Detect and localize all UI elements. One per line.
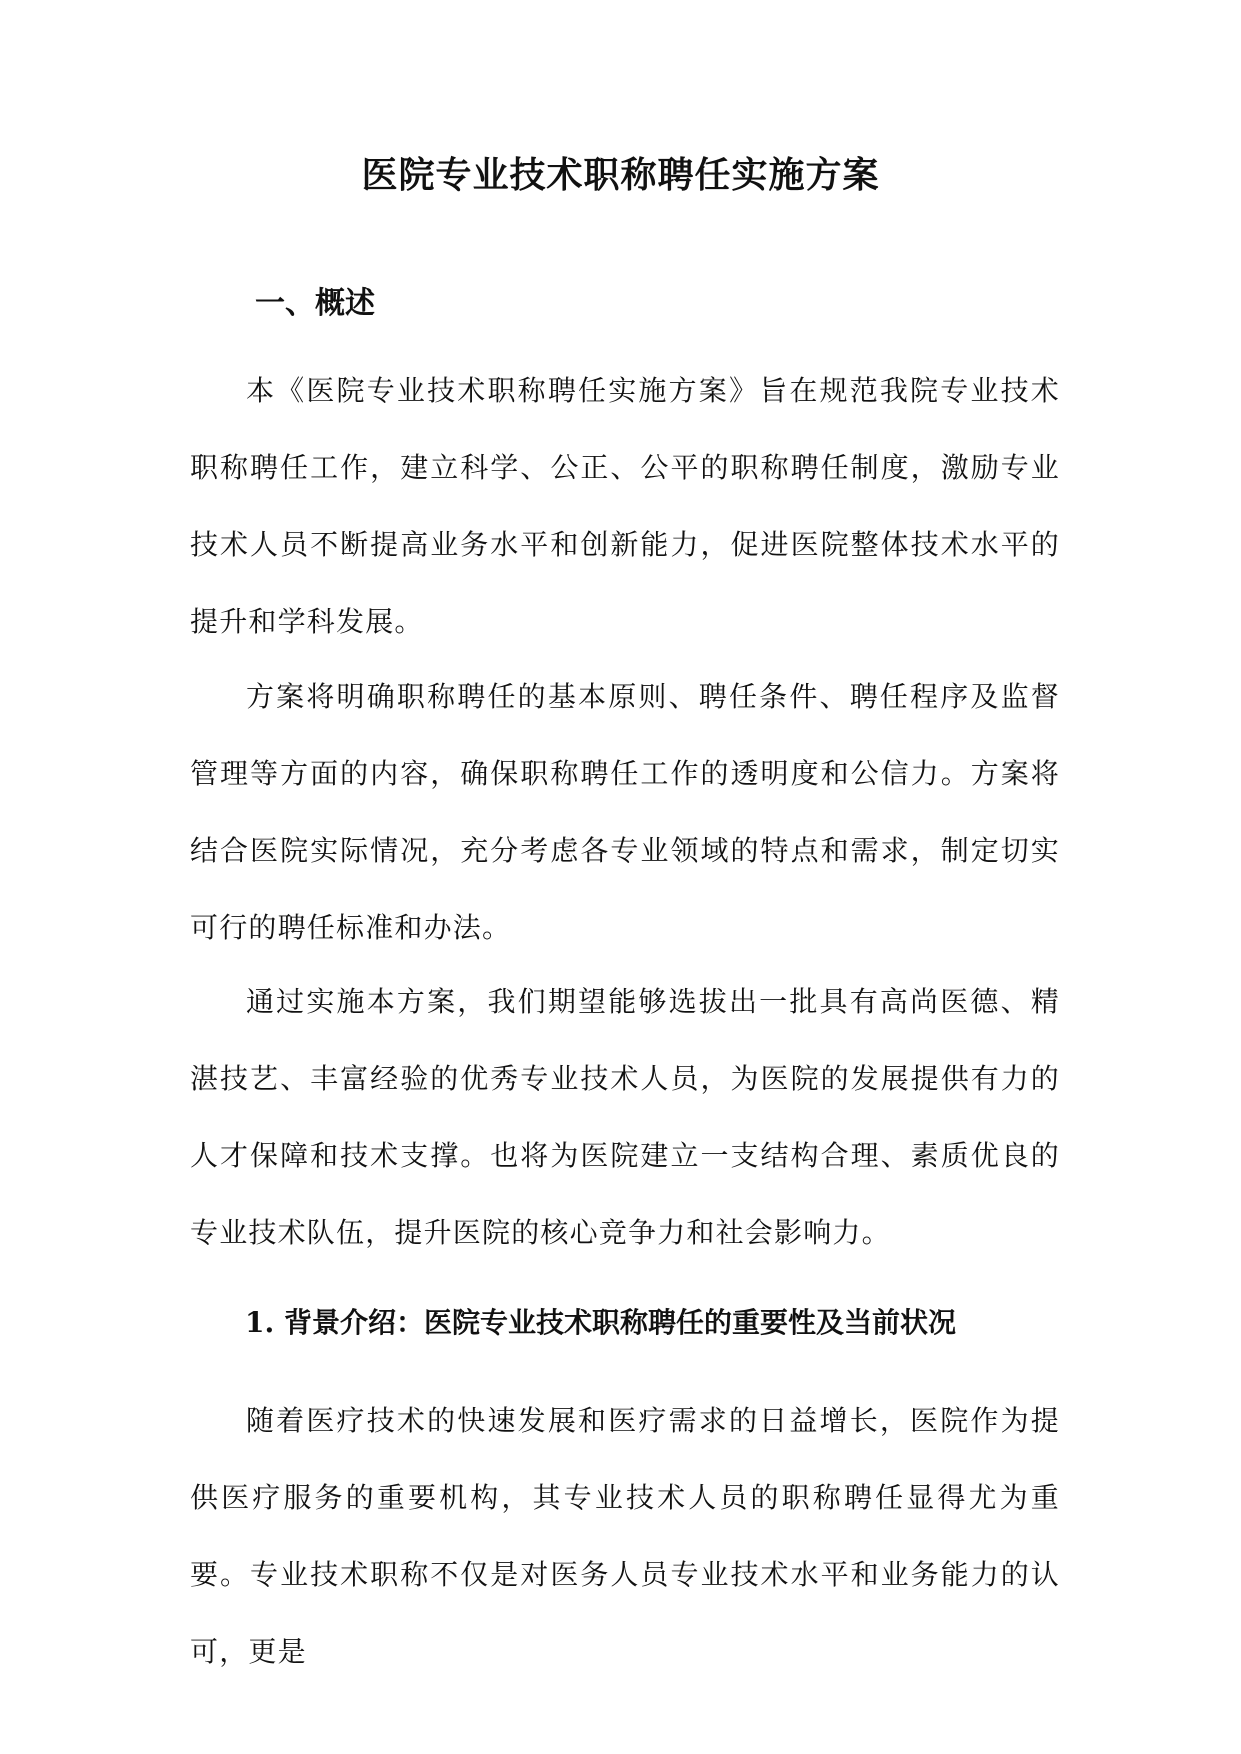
document-title: 医院专业技术职称聘任实施方案 [361, 154, 880, 196]
overview-paragraph-2: 方案将明确职称聘任的基本原则、聘任条件、聘任程序及监督管理等方面的内容，确保职称聘任工作的透明度和公信力。方案将结合医院实际情况，充分考虑各专业领域的特点和需求，制定切实可行的聘任标准和办法。 [190, 680, 1060, 944]
background-paragraph-1: 随着医疗技术的快速发展和医疗需求的日益增长，医院作为提供医疗服务的重要机构，其专业技术人员的职称聘任显得尤为重要。专业技术职称不仅是对医务人员专业技术水平和业务能力的认可，更是 [190, 1404, 1060, 1668]
subsection-heading-background: 1. 背景介绍：医院专业技术职称聘任的重要性及当前状况 [245, 1306, 956, 1339]
section-heading-overview: 一、概述 [255, 286, 375, 321]
overview-paragraph-3: 通过实施本方案，我们期望能够选拔出一批具有高尚医德、精湛技艺、丰富经验的优秀专业技术人员，为医院的发展提供有力的人才保障和技术支撑。也将为医院建立一支结构合理、素质优良的专业技术队伍，提升医院的核心竞争力和社会影响力。 [190, 985, 1060, 1249]
overview-paragraph-1: 本《医院专业技术职称聘任实施方案》旨在规范我院专业技术职称聘任工作，建立科学、公正、公平的职称聘任制度，激励专业技术人员不断提高业务水平和创新能力，促进医院整体技术水平的提升和学科发展。 [190, 374, 1060, 638]
